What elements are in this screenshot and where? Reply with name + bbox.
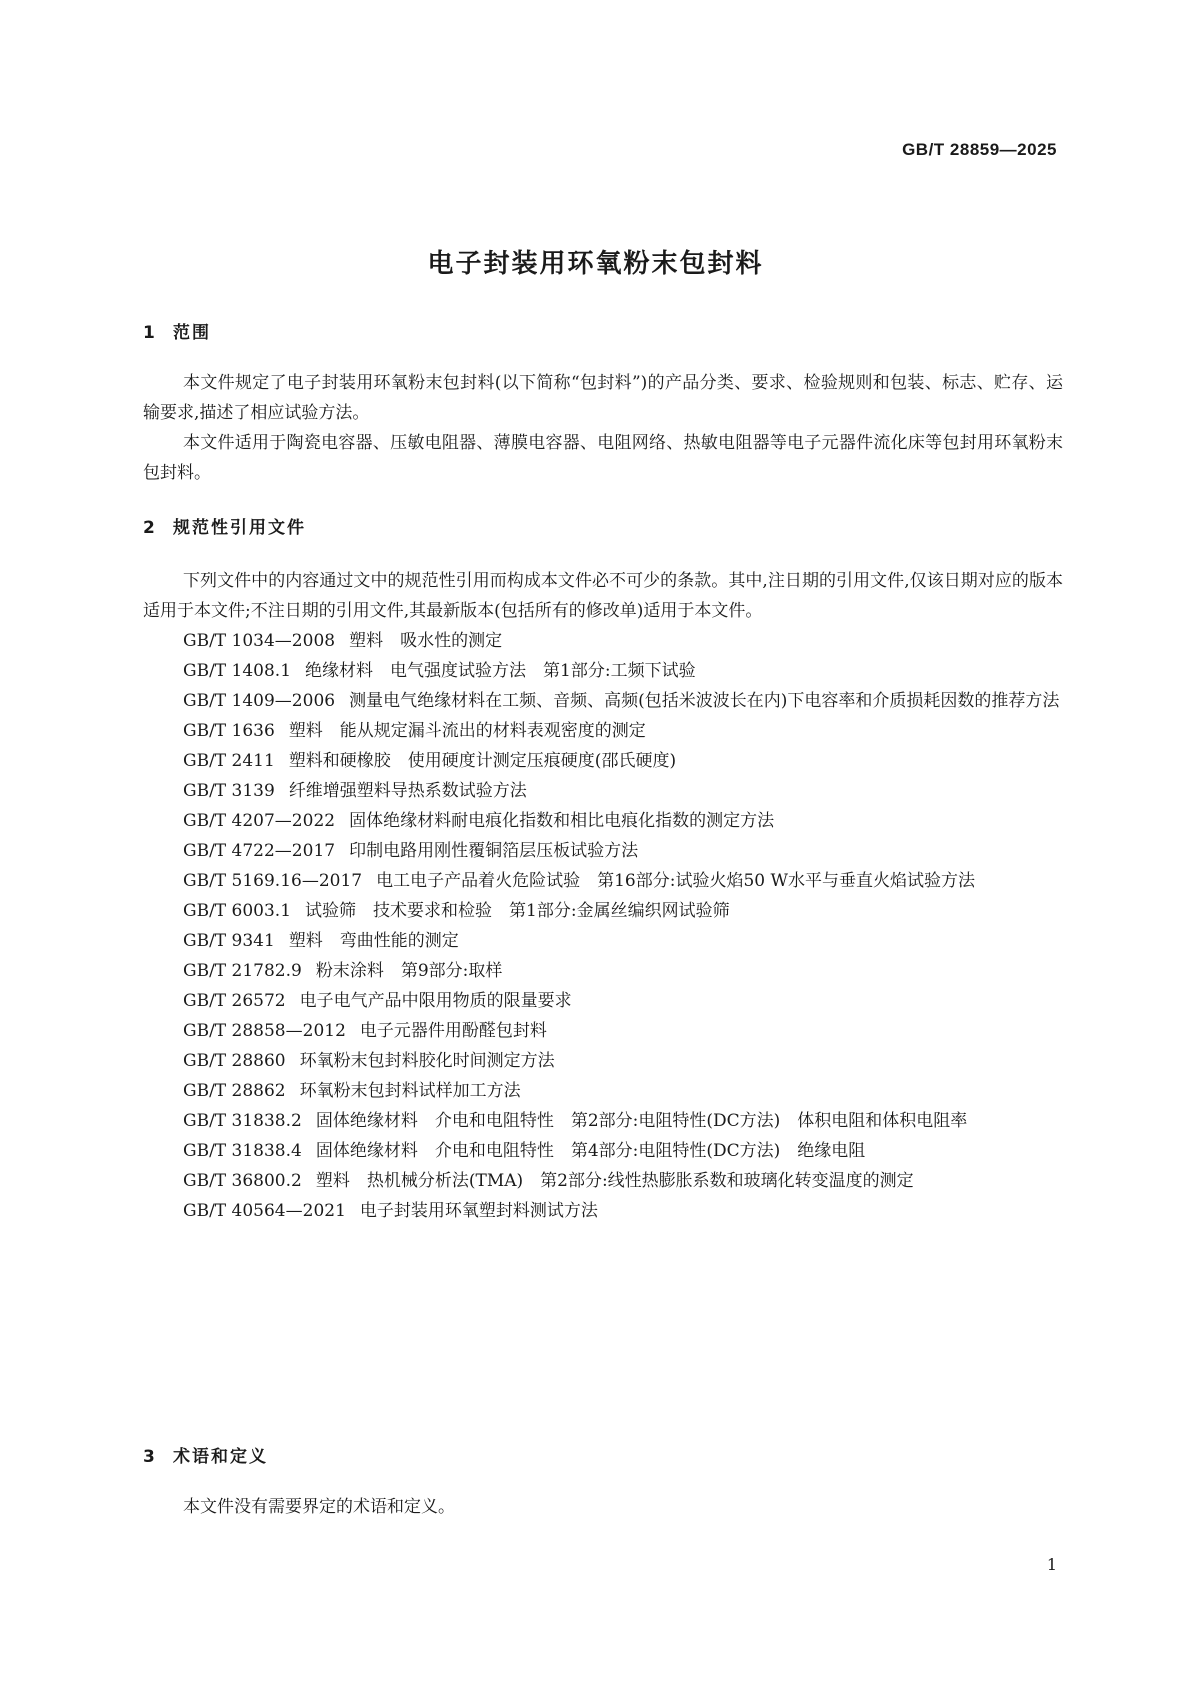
reference-title: 粉末涂料 第9部分:取样	[315, 961, 503, 981]
reference-code: GB/T 1408.1	[183, 661, 292, 681]
paragraph: 下列文件中的内容通过文中的规范性引用而构成本文件必不可少的条款。其中,注日期的引用文件,仅该日期对应的版本适用于本文件;不注日期的引用文件,其最新版本(包括所有的修改单)适用于本文件。	[143, 571, 1063, 621]
reference-title: 电工电子产品着火危险试验 第16部分:试验火焰50 W水平与垂直火焰试验方法	[376, 871, 975, 891]
paragraph: 本文件规定了电子封装用环氧粉末包封料(以下简称“包封料”)的产品分类、要求、检验规则和包装、标志、贮存、运输要求,描述了相应试验方法。	[143, 373, 1063, 423]
reference-item	[143, 656, 1063, 686]
reference-item	[143, 866, 1063, 896]
reference-title: 塑料 吸水性的测定	[349, 631, 503, 651]
reference-code: GB/T 3139	[183, 781, 275, 801]
reference-item	[143, 1136, 1063, 1166]
paragraph: 本文件适用于陶瓷电容器、压敏电阻器、薄膜电容器、电阻网络、热敏电阻器等电子元器件流化床等包封用环氧粉末包封料。	[143, 433, 1063, 483]
reference-title: 固体绝缘材料 介电和电阻特性 第2部分:电阻特性(DC方法) 体积电阻和体积电阻率	[315, 1111, 968, 1131]
reference-title: 电子元器件用酚醛包封料	[359, 1021, 547, 1041]
reference-title: 塑料 热机械分析法(TMA) 第2部分:线性热膨胀系数和玻璃化转变温度的测定	[315, 1171, 914, 1191]
reference-title: 纤维增强塑料导热系数试验方法	[288, 781, 527, 801]
reference-title: 绝缘材料 电气强度试验方法 第1部分:工频下试验	[305, 661, 696, 681]
reference-item	[143, 716, 1063, 746]
reference-code: GB/T 31838.4	[183, 1141, 302, 1161]
reference-title: 塑料 能从规定漏斗流出的材料表观密度的测定	[288, 721, 646, 741]
reference-item	[143, 1106, 1063, 1136]
reference-item	[143, 1166, 1063, 1196]
reference-code: GB/T 26572	[183, 991, 286, 1011]
reference-item	[143, 806, 1063, 836]
reference-code: GB/T 1034—2008	[183, 631, 336, 651]
reference-title: 环氧粉末包封料胶化时间测定方法	[299, 1051, 555, 1071]
reference-title: 塑料 弯曲性能的测定	[288, 931, 459, 951]
document-title: 电子封装用环氧粉末包封料	[427, 249, 764, 279]
reference-code: GB/T 6003.1	[183, 901, 292, 921]
reference-item	[143, 746, 1063, 776]
normative-references-body	[143, 566, 1063, 1226]
reference-item	[143, 626, 1063, 656]
section-title: 术语和定义	[173, 1447, 268, 1467]
reference-item	[143, 1016, 1063, 1046]
reference-title: 电子封装用环氧塑封料测试方法	[359, 1201, 598, 1221]
reference-code: GB/T 4722—2017	[183, 841, 336, 861]
reference-item	[143, 836, 1063, 866]
reference-item	[143, 986, 1063, 1016]
reference-title: 测量电气绝缘材料在工频、音频、高频(包括米波波长在内)下电容率和介质损耗因数的推荐方法	[349, 691, 1060, 711]
reference-title: 塑料和硬橡胶 使用硬度计测定压痕硬度(邵氏硬度)	[288, 751, 677, 771]
reference-title: 固体绝缘材料 介电和电阻特性 第4部分:电阻特性(DC方法) 绝缘电阻	[315, 1141, 866, 1161]
standard-code: GB/T 28859—2025	[902, 140, 1057, 159]
terms-body	[143, 1492, 1063, 1522]
reference-title: 电子电气产品中限用物质的限量要求	[299, 991, 572, 1011]
reference-code: GB/T 36800.2	[183, 1171, 302, 1191]
section-heading-scope	[143, 318, 211, 343]
reference-code: GB/T 1636	[183, 721, 275, 741]
section-number: 3	[143, 1447, 155, 1467]
reference-list	[143, 626, 1063, 1226]
section-title: 范围	[173, 323, 211, 343]
paragraph: 本文件没有需要界定的术语和定义。	[183, 1497, 455, 1517]
reference-item	[143, 1076, 1063, 1106]
reference-item	[143, 926, 1063, 956]
section-title: 规范性引用文件	[173, 518, 306, 538]
reference-code: GB/T 40564—2021	[183, 1201, 346, 1221]
reference-code: GB/T 28862	[183, 1081, 286, 1101]
reference-code: GB/T 1409—2006	[183, 691, 336, 711]
reference-code: GB/T 28860	[183, 1051, 286, 1071]
reference-item	[143, 1046, 1063, 1076]
section-number: 1	[143, 323, 155, 343]
reference-item	[143, 956, 1063, 986]
reference-code: GB/T 2411	[183, 751, 275, 771]
section-number: 2	[143, 518, 155, 538]
reference-title: 固体绝缘材料耐电痕化指数和相比电痕化指数的测定方法	[349, 811, 775, 831]
reference-code: GB/T 5169.16—2017	[183, 871, 363, 891]
reference-item	[143, 776, 1063, 806]
reference-code: GB/T 31838.2	[183, 1111, 302, 1131]
page-number: 1	[1046, 1555, 1057, 1574]
scope-body	[143, 368, 1063, 488]
reference-title: 环氧粉末包封料试样加工方法	[299, 1081, 521, 1101]
reference-item	[143, 896, 1063, 926]
reference-item	[143, 1196, 1063, 1226]
reference-code: GB/T 9341	[183, 931, 275, 951]
reference-code: GB/T 28858—2012	[183, 1021, 346, 1041]
reference-code: GB/T 4207—2022	[183, 811, 336, 831]
section-heading-terms	[143, 1442, 268, 1467]
reference-title: 印制电路用刚性覆铜箔层压板试验方法	[349, 841, 639, 861]
section-heading-normative-references	[143, 513, 306, 538]
reference-code: GB/T 21782.9	[183, 961, 302, 981]
reference-item	[143, 686, 1063, 716]
reference-title: 试验筛 技术要求和检验 第1部分:金属丝编织网试验筛	[305, 901, 730, 921]
